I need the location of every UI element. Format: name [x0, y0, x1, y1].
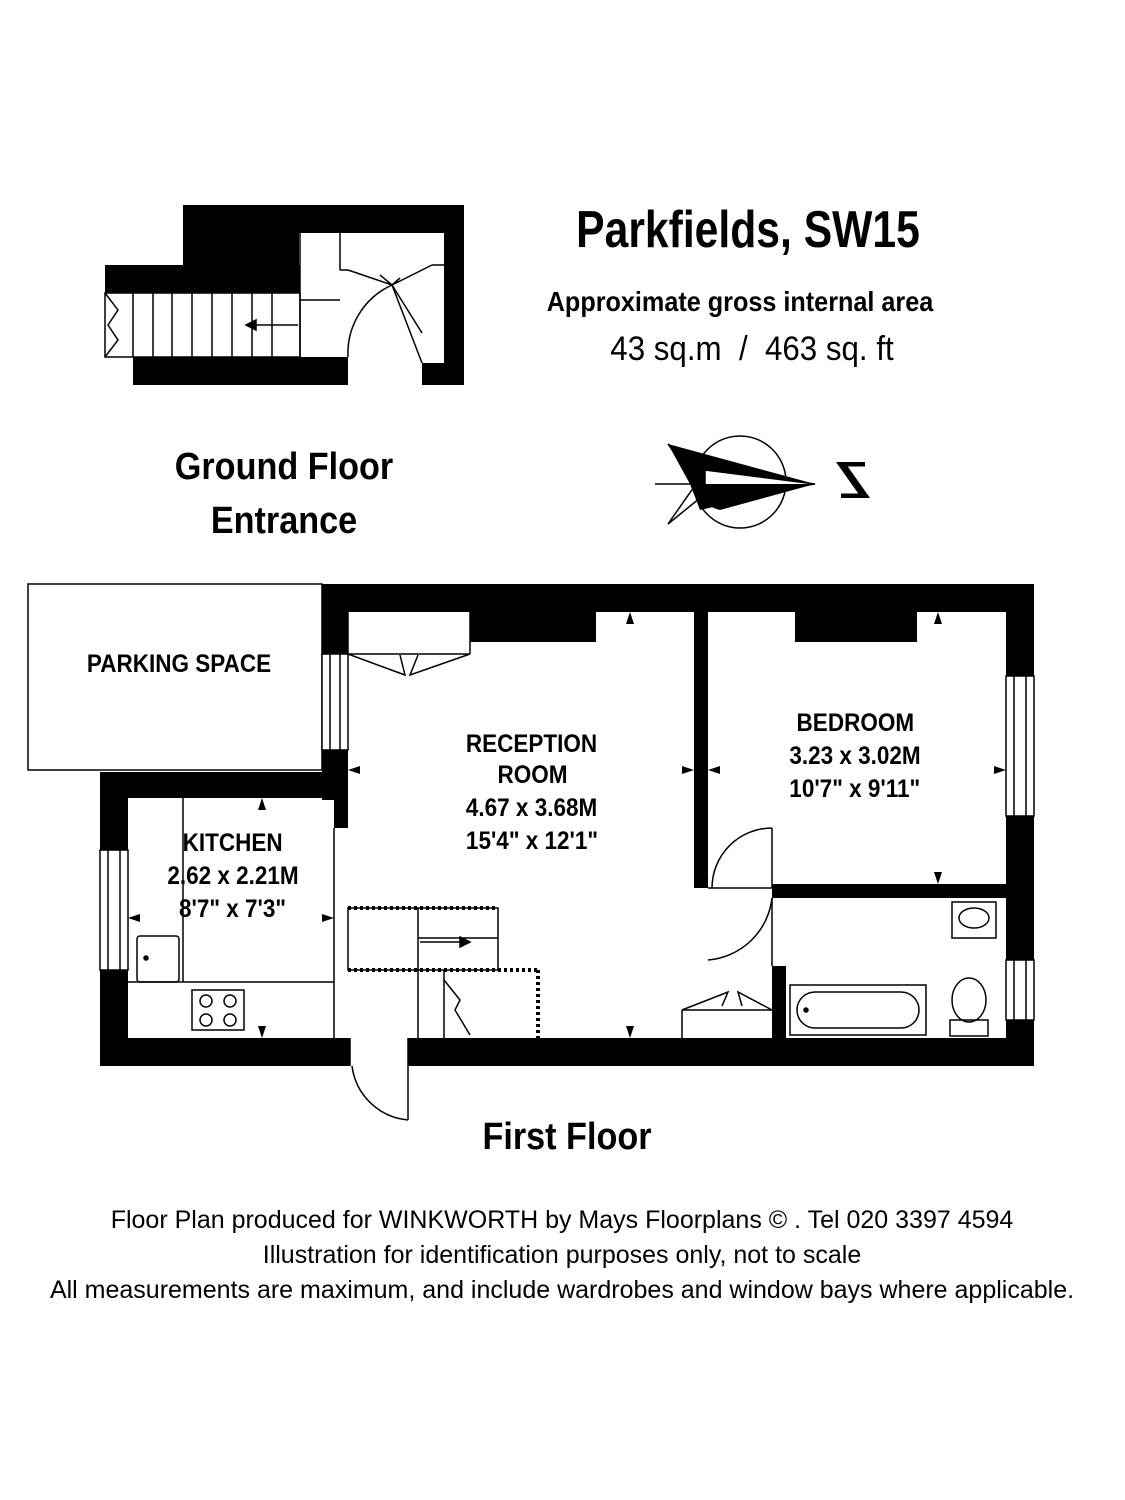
compass-icon: [655, 436, 815, 528]
page-title: Parkfields, SW15: [576, 201, 920, 259]
gf-wall-right: [444, 205, 464, 385]
gf-wall-bottom-right: [422, 363, 464, 385]
footer-measurements-note: All measurements are maximum, and include wardrobes and window bays where applicable.: [49, 1276, 1075, 1304]
gf-wall-bottom-left: [133, 357, 348, 385]
bedroom-label: BEDROOM 3.23 x 3.02M 10'7" x 9'11": [789, 709, 921, 803]
area-label: Approximate gross internal area: [546, 286, 934, 317]
compass-north-label: [834, 462, 874, 498]
gf-wall-left-top: [105, 265, 300, 293]
footer-credit: Floor Plan produced for WINKWORTH by Mays Floorplans © . Tel 020 3397 4594: [110, 1206, 1014, 1234]
ground-floor-title: Ground Floor: [174, 446, 394, 488]
reception-room-label: RECEPTION ROOM 4.67 x 3.68M 15'4" x 12'1": [465, 730, 599, 855]
parking-space-label: PARKING SPACE: [86, 650, 272, 678]
first-floor-title: First Floor: [482, 1116, 652, 1158]
area-value: 43 sq.m / 463 sq. ft: [610, 330, 894, 368]
footer-disclaimer: Illustration for identification purposes only, not to scale: [262, 1241, 862, 1269]
kitchen-label: KITCHEN 2.62 x 2.21M 8'7" x 7'3": [167, 829, 299, 923]
ground-floor-subtitle: Entrance: [210, 500, 358, 542]
